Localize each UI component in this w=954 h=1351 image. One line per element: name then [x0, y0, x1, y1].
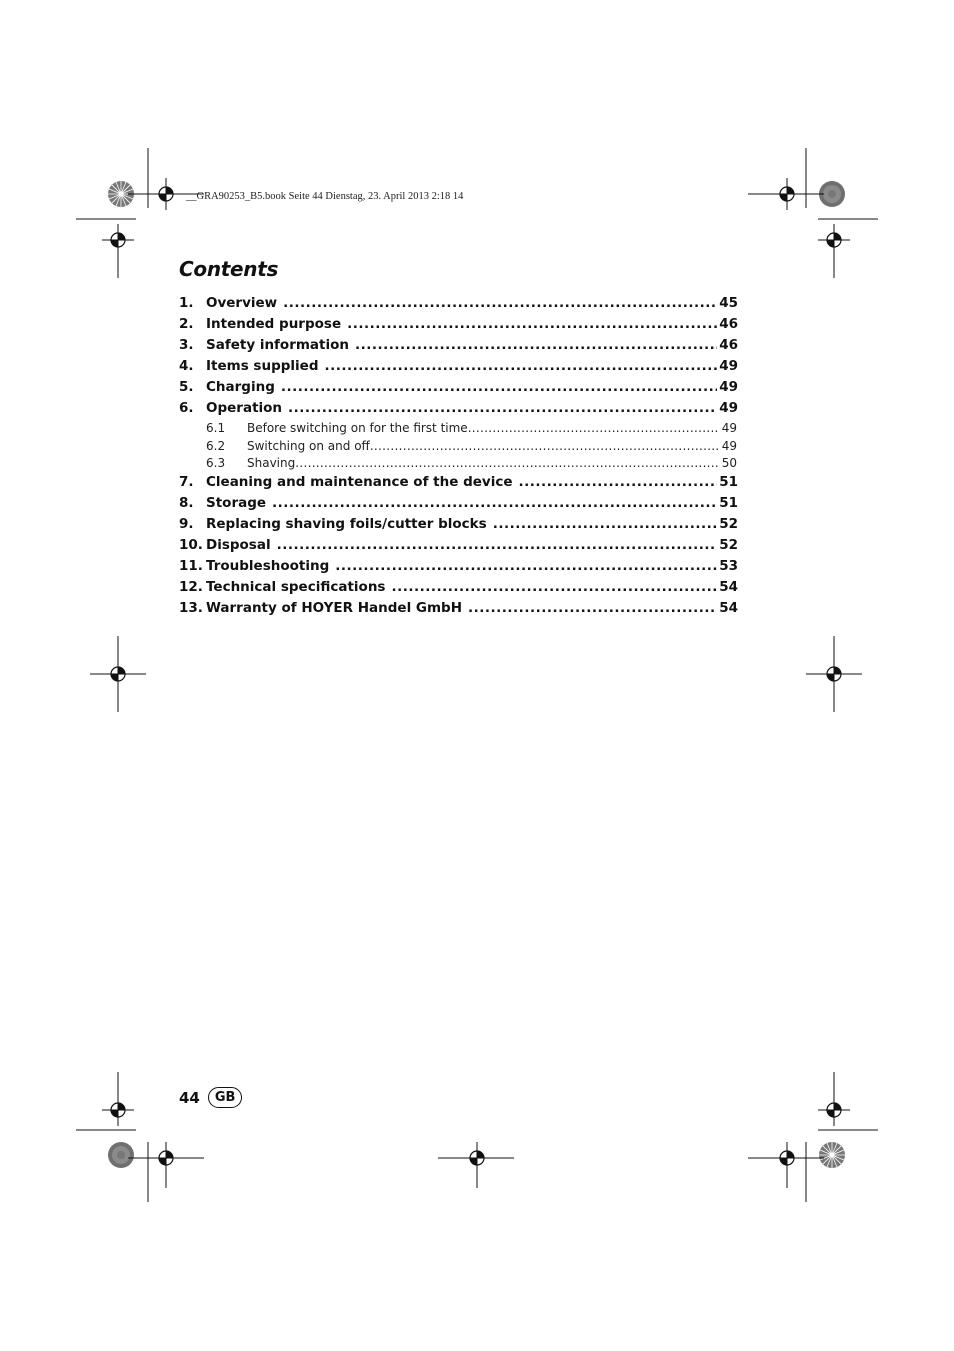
toc-entry-items-supplied[interactable] — [179, 358, 738, 379]
dot-leader — [519, 474, 718, 490]
toc-entry-safety-information[interactable] — [179, 337, 738, 358]
toc-subnumber: 6.2 — [206, 438, 226, 453]
toc-subentry-shaving[interactable] — [179, 456, 738, 474]
toc-subpage: 49 — [721, 438, 737, 453]
toc-entry-intended-purpose[interactable] — [179, 316, 738, 337]
toc-page: 49 — [719, 400, 738, 416]
toc-number: 8. — [179, 494, 194, 511]
toc-subpage: 50 — [721, 456, 737, 470]
toc-number: 3. — [179, 337, 194, 353]
dot-leader — [272, 495, 717, 511]
toc-label: Replacing shaving foils/cutter blocks — [206, 515, 487, 532]
toc-subentry-switching[interactable] — [179, 439, 738, 457]
toc-page: 49 — [719, 358, 738, 374]
toc-number: 7. — [179, 473, 194, 490]
toc-page: 52 — [719, 536, 738, 553]
dot-leader — [370, 439, 718, 453]
toc-page: 54 — [719, 578, 738, 595]
toc-number: 13. — [179, 599, 203, 616]
toc-entry-cleaning[interactable] — [179, 474, 738, 495]
toc-number: 10. — [179, 536, 203, 553]
toc-sublabel: Shaving — [247, 456, 296, 470]
toc-number: 9. — [179, 515, 194, 532]
toc-label: Operation — [206, 400, 283, 416]
toc-number: 11. — [179, 557, 203, 574]
dot-leader — [335, 558, 717, 574]
dot-leader — [281, 379, 717, 395]
table-of-contents — [179, 295, 738, 621]
toc-subpage: 49 — [721, 421, 737, 435]
toc-page: 51 — [719, 473, 738, 490]
toc-number: 2. — [179, 316, 194, 332]
toc-page: 49 — [719, 379, 738, 395]
toc-subnumber: 6.3 — [206, 456, 226, 470]
toc-subentry-first-time[interactable] — [179, 421, 738, 439]
toc-subnumber: 6.1 — [206, 421, 226, 435]
page-number: 44 — [179, 1088, 200, 1107]
country-badge: GB — [208, 1087, 243, 1108]
dot-leader — [288, 400, 717, 416]
toc-label: Storage — [206, 494, 267, 511]
dot-leader — [295, 456, 717, 470]
dot-leader — [283, 295, 717, 311]
toc-number: 4. — [179, 358, 194, 374]
toc-label: Charging — [206, 379, 275, 395]
toc-page: 46 — [719, 316, 738, 332]
dot-leader — [277, 537, 718, 553]
toc-entry-disposal[interactable] — [179, 537, 738, 558]
toc-page: 53 — [719, 557, 738, 574]
toc-entry-overview[interactable] — [179, 295, 738, 316]
dot-leader — [355, 337, 717, 353]
toc-entry-operation[interactable] — [179, 400, 738, 421]
toc-page: 51 — [719, 494, 738, 511]
toc-label: Cleaning and maintenance of the device — [206, 473, 513, 490]
toc-page: 45 — [719, 295, 738, 311]
toc-label: Warranty of HOYER Handel GmbH — [206, 599, 463, 616]
dot-leader — [468, 600, 717, 616]
toc-label: Items supplied — [206, 358, 319, 374]
toc-number: 5. — [179, 379, 194, 395]
toc-number: 1. — [179, 295, 194, 311]
toc-entry-storage[interactable] — [179, 495, 738, 516]
print-slug: __GRA90253_B5.book Seite 44 Dienstag, 23. April 2013 2:18 14 — [186, 191, 464, 202]
toc-entry-warranty[interactable] — [179, 600, 738, 621]
dot-leader — [347, 316, 717, 332]
toc-page: 54 — [719, 599, 738, 616]
page-footer — [179, 1087, 242, 1108]
toc-label: Safety information — [206, 337, 350, 353]
toc-entry-technical-specifications[interactable] — [179, 579, 738, 600]
toc-entry-replacing-foils[interactable] — [179, 516, 738, 537]
dot-leader — [493, 516, 718, 532]
dot-leader — [468, 421, 718, 435]
toc-page: 52 — [719, 515, 738, 532]
toc-entry-troubleshooting[interactable] — [179, 558, 738, 579]
toc-number: 12. — [179, 578, 203, 595]
toc-sublabel: Before switching on for the first time — [247, 421, 468, 435]
toc-label: Disposal — [206, 536, 271, 553]
toc-number: 6. — [179, 400, 194, 416]
toc-label: Overview — [206, 295, 278, 311]
toc-label: Technical specifications — [206, 578, 386, 595]
toc-page: 46 — [719, 337, 738, 353]
dot-leader — [324, 358, 717, 374]
dot-leader — [391, 579, 717, 595]
toc-sublabel: Switching on and off — [247, 438, 370, 453]
toc-label: Intended purpose — [206, 316, 342, 332]
toc-entry-charging[interactable] — [179, 379, 738, 400]
toc-label: Troubleshooting — [206, 557, 330, 574]
page-title: Contents — [179, 257, 279, 281]
